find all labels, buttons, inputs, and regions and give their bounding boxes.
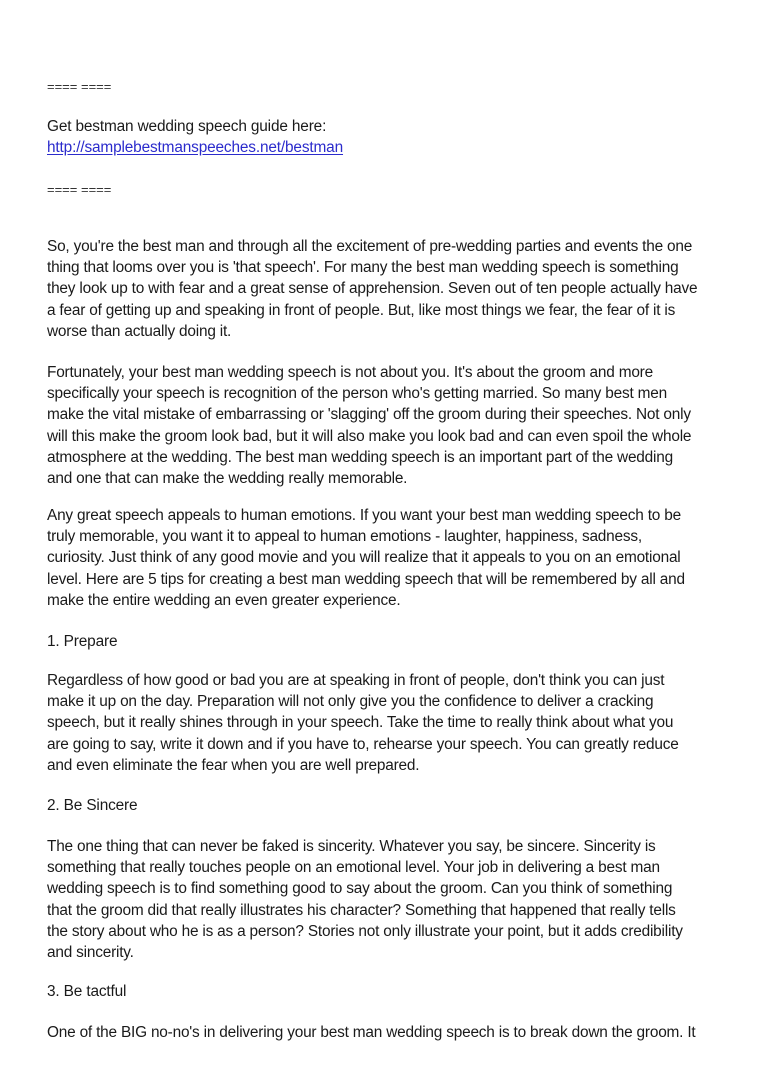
paragraph-line: So, you're the best man and through all the excitement of pre-wedding parties and events the one [47, 238, 693, 255]
tip-body-be-tactful [47, 1022, 747, 1043]
paragraph-line: One of the BIG no-no's in delivering your best man wedding speech is to break down the groom. It [47, 1024, 696, 1041]
tip-heading-be-sincere: 2. Be Sincere [47, 797, 138, 814]
paragraph-line: make it up on the day. Preparation will not only give you the confidence to deliver a cracking [47, 693, 654, 711]
paragraph-line: thing that looms over you is 'that speech'. For many the best man wedding speech is something [47, 259, 679, 277]
paragraph-line: they look up to with fear and a great sense of apprehension. Seven out of ten people actually have [47, 280, 698, 298]
paragraph-line: atmosphere at the wedding. The best man wedding speech is an important part of the wedding [47, 448, 673, 466]
paragraph-line: make the entire wedding an even greater experience. [47, 591, 401, 609]
paragraph-line: Any great speech appeals to human emotions. If you want your best man wedding speech to be [47, 507, 681, 524]
paragraph-line: curiosity. Just think of any good movie and you will realize that it appeals to you on an emotional [47, 549, 681, 567]
paragraph-line: level. Here are 5 tips for creating a best man wedding speech that will be remembered by all and [47, 570, 685, 588]
paragraph-line: worse than actually doing it. [47, 322, 232, 340]
tip-heading-prepare: 1. Prepare [47, 633, 118, 650]
paragraph-line: and even eliminate the fear when you are well prepared. [47, 756, 420, 774]
guide-text: Get bestman wedding speech guide here: [47, 118, 327, 135]
paragraph-line: something that really touches people on an emotional level. Your job in delivering a best man [47, 859, 660, 877]
paragraph-line: specifically your speech is recognition of the person who's getting married. So many best men [47, 385, 667, 403]
paragraph-line: are going to say, write it down and if you have to, rehearse your speech. You can greatly reduce [47, 735, 679, 753]
emotions-paragraph [47, 505, 747, 611]
tip-body-be-sincere [47, 836, 747, 963]
paragraph-line: speech, but it really shines through in your speech. Take the time to really think about what you [47, 714, 674, 732]
paragraph-line: make the vital mistake of embarrassing or 'slagging' off the groom during their speeches. Not only [47, 406, 691, 424]
paragraph-line: truly memorable, you want it to appeal to human emotions - laughter, happiness, sadness, [47, 528, 642, 546]
tip-body-prepare [47, 670, 747, 776]
paragraph-line: that the groom did that really illustrates his character? Something that happened that really tells [47, 901, 676, 919]
paragraph-line: the story about who he is as a person? Stories not only illustrate your point, but it adds credibility [47, 922, 683, 940]
groom-focus-paragraph [47, 362, 747, 489]
paragraph-line: The one thing that can never be faked is sincerity. Whatever you say, be sincere. Sincerity is [47, 838, 656, 855]
guide-link[interactable]: http://samplebestmanspeeches.net/bestman [47, 139, 344, 156]
paragraph-line: and sincerity. [47, 944, 134, 962]
paragraph-line: a fear of getting up and speaking in front of people. But, like most things we fear, the fear of it is [47, 301, 676, 319]
separator-bottom: ==== ==== [47, 182, 112, 197]
paragraph-line: will this make the groom look bad, but it will also make you look bad and can even spoil the whole [47, 427, 692, 445]
tip-heading-be-tactful: 3. Be tactful [47, 983, 127, 1000]
paragraph-line: Fortunately, your best man wedding speech is not about you. It's about the groom and more [47, 364, 653, 381]
intro-paragraph [47, 236, 747, 342]
separator-top: ==== ==== [47, 79, 112, 94]
paragraph-line: wedding speech is to find something good to say about the groom. Can you think of something [47, 880, 673, 898]
paragraph-line: Regardless of how good or bad you are at speaking in front of people, don't think you can just [47, 672, 665, 689]
paragraph-line: and one that can make the wedding really memorable. [47, 470, 408, 488]
